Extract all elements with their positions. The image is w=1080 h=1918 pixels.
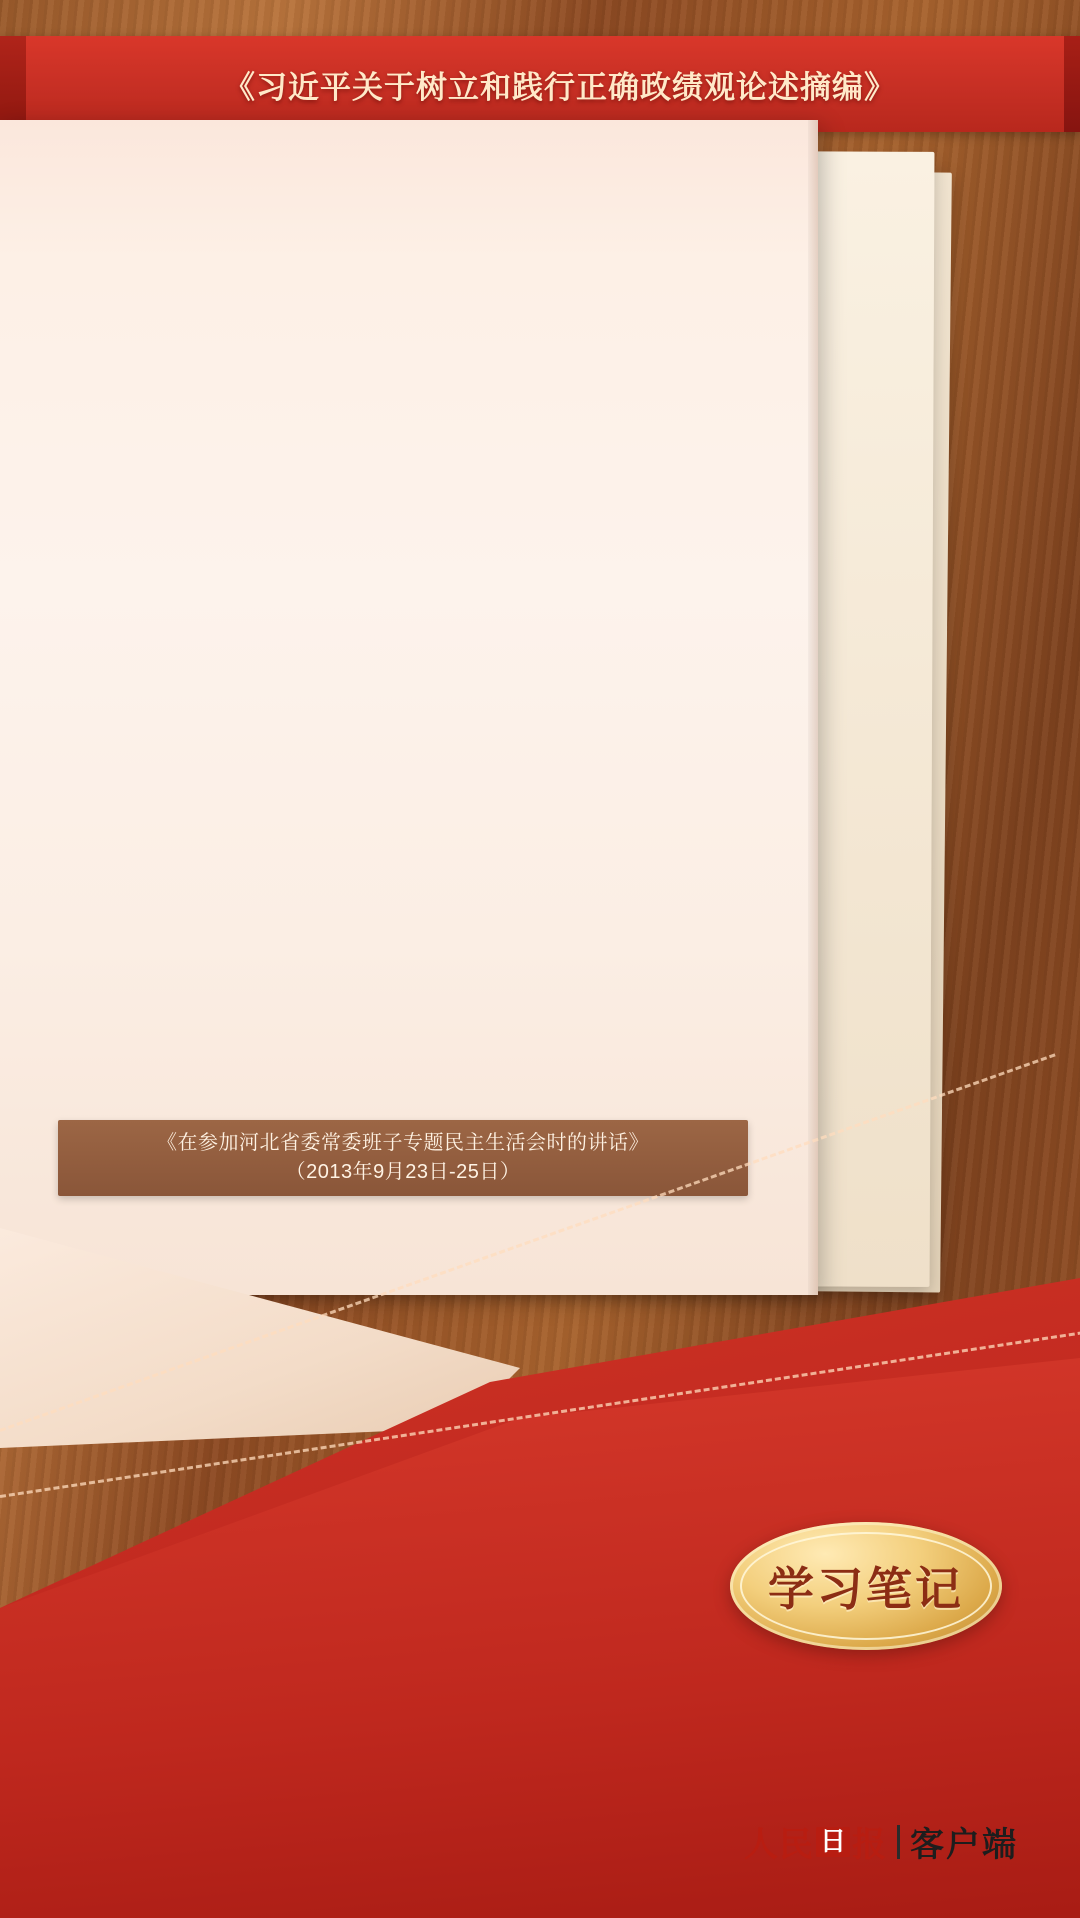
footer-divider [897, 1825, 900, 1859]
banner-title: 《习近平关于树立和践行正确政绩观论述摘编》 [224, 69, 896, 105]
badge-inner-ring [740, 1532, 992, 1640]
publisher-wordmark [744, 1817, 887, 1866]
footer-logo [744, 1817, 1018, 1866]
banner-inner [0, 36, 1080, 132]
publisher-char-3: 日 [816, 1827, 850, 1857]
source-date: （2013年9月23日-25日） [285, 1161, 521, 1183]
footer-product-label: 客户端 [910, 1826, 1018, 1864]
page-right-edge [808, 120, 818, 1295]
publisher-char-1: 人 [743, 1825, 779, 1865]
header-banner [0, 36, 1080, 132]
source-caption-box [58, 1120, 748, 1196]
publisher-char-2: 民 [778, 1825, 814, 1865]
paper-page-front [0, 120, 818, 1295]
study-notes-badge [730, 1522, 1002, 1650]
publisher-char-4: 报 [852, 1825, 887, 1865]
source-title: 《在参加河北省委常委班子专题民主生活会时的讲话》 [157, 1132, 649, 1154]
badge-label: 学习笔记 [768, 1563, 964, 1615]
